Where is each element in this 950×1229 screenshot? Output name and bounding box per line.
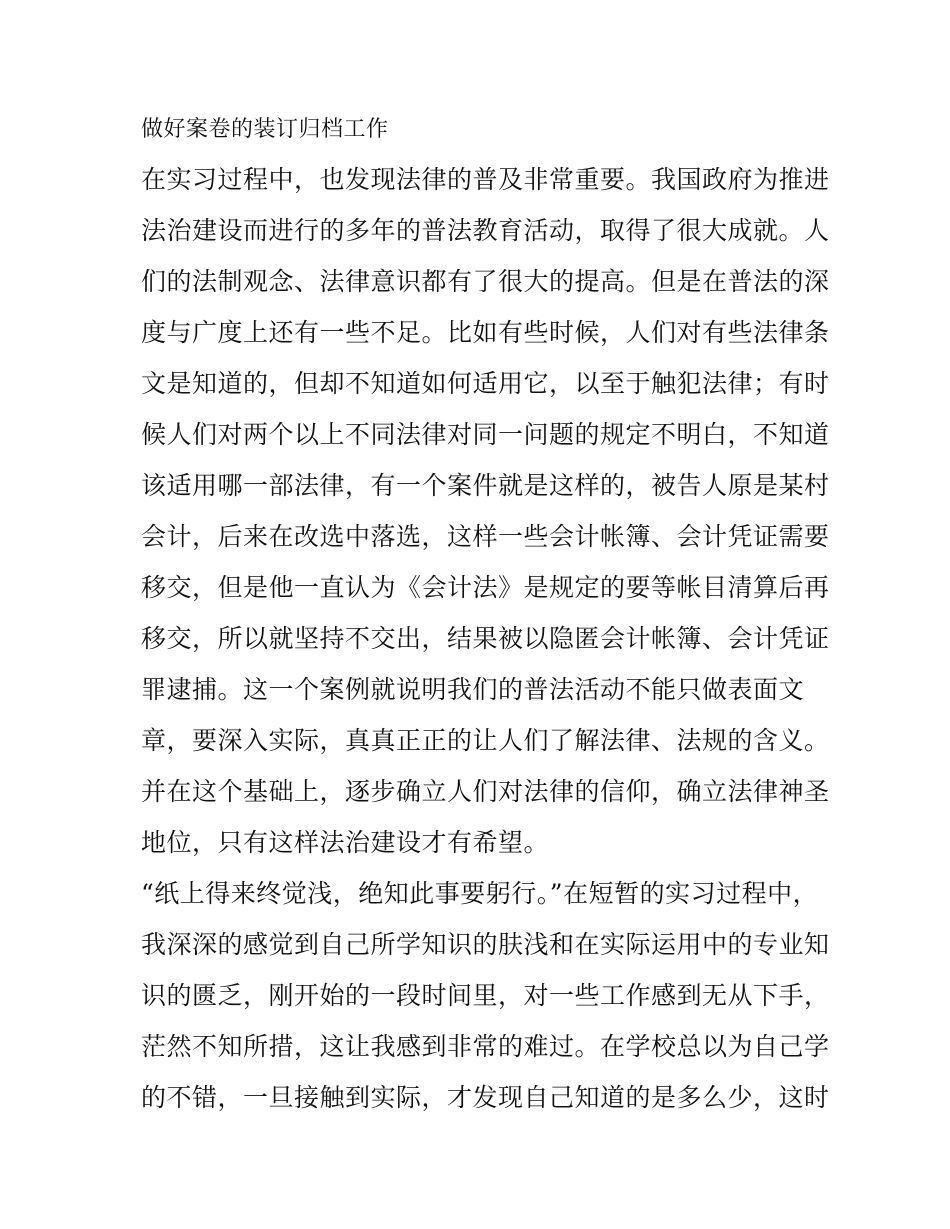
paragraph-line: 该适用哪一部法律，有一个案件就是这样的，被告人原是某村 <box>141 471 830 500</box>
paragraph-line: 章，要深入实际，真真正正的让人们了解法律、法规的含义。 <box>141 726 830 755</box>
paragraph-line: 识的匮乏，刚开始的一段时间里，对一些工作感到无从下手， <box>141 981 830 1010</box>
paragraph-line: 罪逮捕。这一个案例就说明我们的普法活动不能只做表面文 <box>141 675 805 704</box>
paragraph-line: 法治建设而进行的多年的普法教育活动，取得了很大成就。人 <box>141 216 830 245</box>
paragraph-line: 文是知道的，但却不知道如何适用它，以至于触犯法律；有时 <box>141 369 830 398</box>
paragraph-line: 在实习过程中，也发现法律的普及非常重要。我国政府为推进 <box>141 165 830 194</box>
paragraph-line: 地位，只有这样法治建设才有希望。 <box>141 828 550 857</box>
paragraph-line: “纸上得来终觉浅，绝知此事要躬行。”在短暂的实习过程中， <box>141 879 819 908</box>
paragraph-line: 茫然不知所措，这让我感到非常的难过。在学校总以为自己学 <box>141 1032 830 1061</box>
paragraph-line: 度与广度上还有一些不足。比如有些时候，人们对有些法律条 <box>141 318 830 347</box>
paragraph-line: 会计，后来在改选中落选，这样一些会计帐簿、会计凭证需要 <box>141 522 830 551</box>
paragraph-line: 们的法制观念、法律意识都有了很大的提高。但是在普法的深 <box>141 267 830 296</box>
document-heading: 做好案卷的装订归档工作 <box>141 117 389 142</box>
paragraph-line: 移交，所以就坚持不交出，结果被以隐匿会计帐簿、会计凭证 <box>141 624 830 653</box>
paragraph-line: 并在这个基础上，逐步确立人们对法律的信仰，确立法律神圣 <box>141 777 830 806</box>
paragraph-line: 候人们对两个以上不同法律对同一问题的规定不明白，不知道 <box>141 420 830 449</box>
paragraph-line: 移交，但是他一直认为《会计法》是规定的要等帐目清算后再 <box>141 573 830 602</box>
paragraph-line: 的不错，一旦接触到实际，才发现自己知道的是多么少，这时 <box>141 1083 830 1112</box>
paragraph-line: 我深深的感觉到自己所学知识的肤浅和在实际运用中的专业知 <box>141 930 830 959</box>
